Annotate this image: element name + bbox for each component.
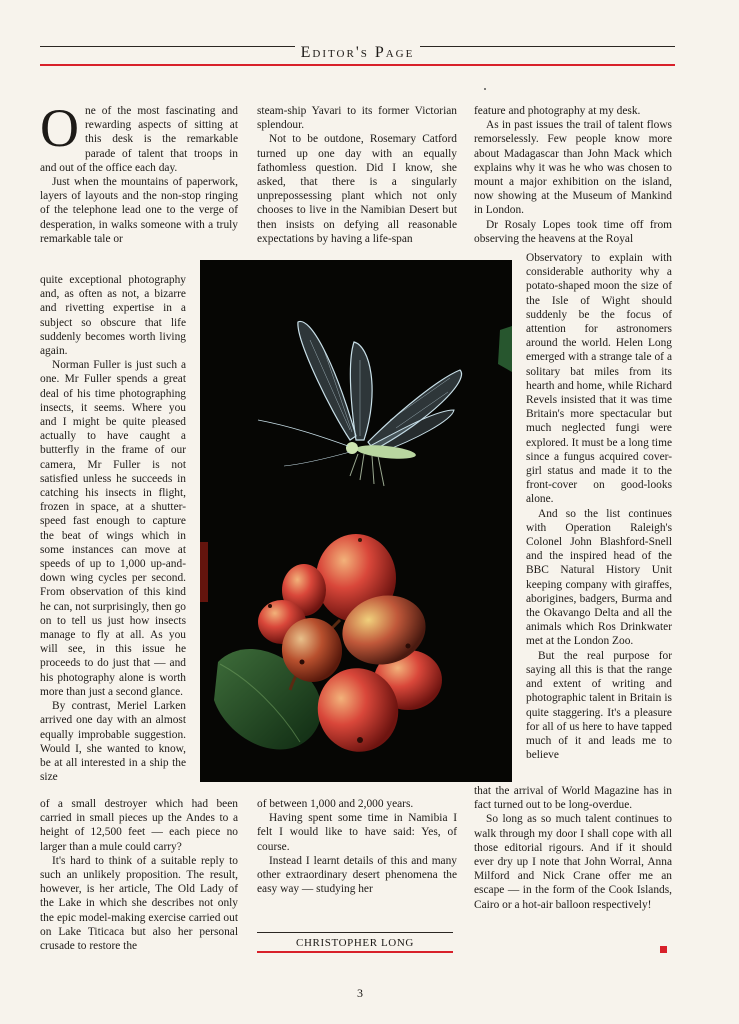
paragraph: Not to be outdone, Rosemary Catford turned up one day with an equally fathomless question. Did I know, she asked, that there is a singularly unprepossessing plant which not only chooses to live in the Namibian Desert but then insists on defying all reasonable expectations by having a life-span <box>257 133 457 245</box>
page-title-text: Editor's Page <box>295 44 421 61</box>
end-of-article-mark <box>660 946 667 953</box>
paragraph: that the arrival of World Magazine has in fact turned out to be long-overdue. <box>474 785 672 812</box>
paragraph: By contrast, Meriel Larken arrived one day with an almost equally improbable suggestion. Would I, she wanted to know, be at all interested in a ship the size <box>40 700 186 784</box>
paragraph: So long as so much talent continues to walk through my door I shall cope with all those editorial rigours. And if it should ever dry up I note that John Worral, Anna Milford and Nick Crane offer me an escape — in the form of the Cook Islands, Cairo or a hot-air balloon respectively! <box>474 813 672 911</box>
paragraph: And so the list continues with Operation Raleigh's Colonel John Blashford-Snell and the inspired head of the BBC Natural History Unit keeping company with giraffes, aborigines, badgers, Burma and the Okavango Delta and all the animals which Ros Drinkwater met at the London Zoo. <box>526 507 672 648</box>
drop-cap: O <box>40 98 79 158</box>
byline-accent-rule <box>257 951 453 953</box>
paragraph: Having spent some time in Namibia I felt I would like to have said: Yes, of course. <box>257 812 457 853</box>
paragraph: Instead I learnt details of this and many other extraordinary desert phenomena the easy way — studying her <box>257 854 457 896</box>
column-2-bottom <box>257 797 457 896</box>
page-number: 3 <box>357 986 363 1000</box>
paragraph: But the real purpose for saying all this is that the range and extent of writing and photographic talent in Britain is quite staggering. It's a pleasure for all of us here to have tapped much of it and leads me to believe <box>526 649 672 762</box>
paragraph: Dr Rosaly Lopes took time off from observing the heavens at the Royal <box>474 218 672 245</box>
paragraph: Observatory to explain with considerable authority why a potato-shaped moon the size of the Isle of Wight should suddenly be the focus of attention for astronomers around the world. Helen Long emerged with a strange tale of a solitary bat miles from its hearth and home, while Richard Revels insisted that it was time Britain's more spectacular but much neglected fungi were explored. It must be a long time since a fungus acquired cover-girl status and made it to the front-cover on good-looks alone. <box>526 252 672 506</box>
column-1-middle <box>40 273 186 784</box>
lacewing-photo <box>200 260 512 782</box>
paragraph: steam-ship Yavari to its former Victorian splendour. <box>257 105 457 132</box>
page-title <box>40 44 675 62</box>
berry-edge <box>200 542 208 602</box>
print-speck <box>484 88 486 90</box>
paragraph: quite exceptional photography and, as often as not, a bizarre and rivetting expertise in a subject so obscure that life suddenly becomes worth living again. <box>40 274 186 358</box>
paragraph: feature and photography at my desk. <box>474 105 641 117</box>
column-2-top <box>257 104 457 246</box>
header-accent-rule <box>40 64 675 66</box>
byline-rule <box>257 932 453 933</box>
byline: CHRISTOPHER LONG <box>296 937 414 949</box>
paragraph: Just when the mountains of paperwork, layers of layouts and the non-stop ringing of the telephone lead one to the verge of desperation, in walks someone with a truly remarkable tale or <box>40 176 238 245</box>
paragraph-text: ne of the most fascinating and rewarding aspects of sitting at this desk is the remarkable parade of talent that troops in and out of the office each day. <box>40 105 238 174</box>
column-3-middle <box>526 251 672 762</box>
column-3-top <box>474 104 672 246</box>
leaf-edge <box>498 326 512 372</box>
paragraph: of between 1,000 and 2,000 years. <box>257 798 414 810</box>
column-3-bottom <box>474 784 672 912</box>
paragraph <box>40 98 238 175</box>
lacewing-illustration <box>200 260 512 782</box>
column-1-bottom <box>40 797 238 953</box>
paragraph: of a small destroyer which had been carried in small pieces up the Andes to a height of 12,500 feet — each piece no larger than a mule could carry? <box>40 798 238 853</box>
paragraph: As in past issues the trail of talent flows remorselessly. Few people know more about Madagascar than John Mack which explains why it was he who was chosen to mount a major exhibition on the island, now showing at the Museum of Mankind in London. <box>474 119 672 217</box>
column-1-top <box>40 98 238 246</box>
paragraph: It's hard to think of a suitable reply to such an unlikely proposition. The result, however, is her article, The Old Lady of the Lake in which she describes not only the epic model-making exercise carried out on Lake Titicaca but also her personal crusade to restore the <box>40 854 238 953</box>
paragraph: Norman Fuller is just such a one. Mr Fuller spends a great deal of his time photographing insects, it seems. Where you and I might be quite pleased actually to have caught a butterfly in the frame of our camera, Mr Fuller is not satisfied unless he succeeds in catching his insects in flight, frozen in space, at a shutter-speed fast enough to capture the beat of wings which in some instances can move at speeds of up to 1,000 up-and-down wing cycles per second. From observation of this kind he can, not surprisingly, then go on to tell us just how insects manage to fly at all. As you will see, in this issue he proceeds to do just that — and his photography alone is worth more than just a second glance. <box>40 359 186 698</box>
